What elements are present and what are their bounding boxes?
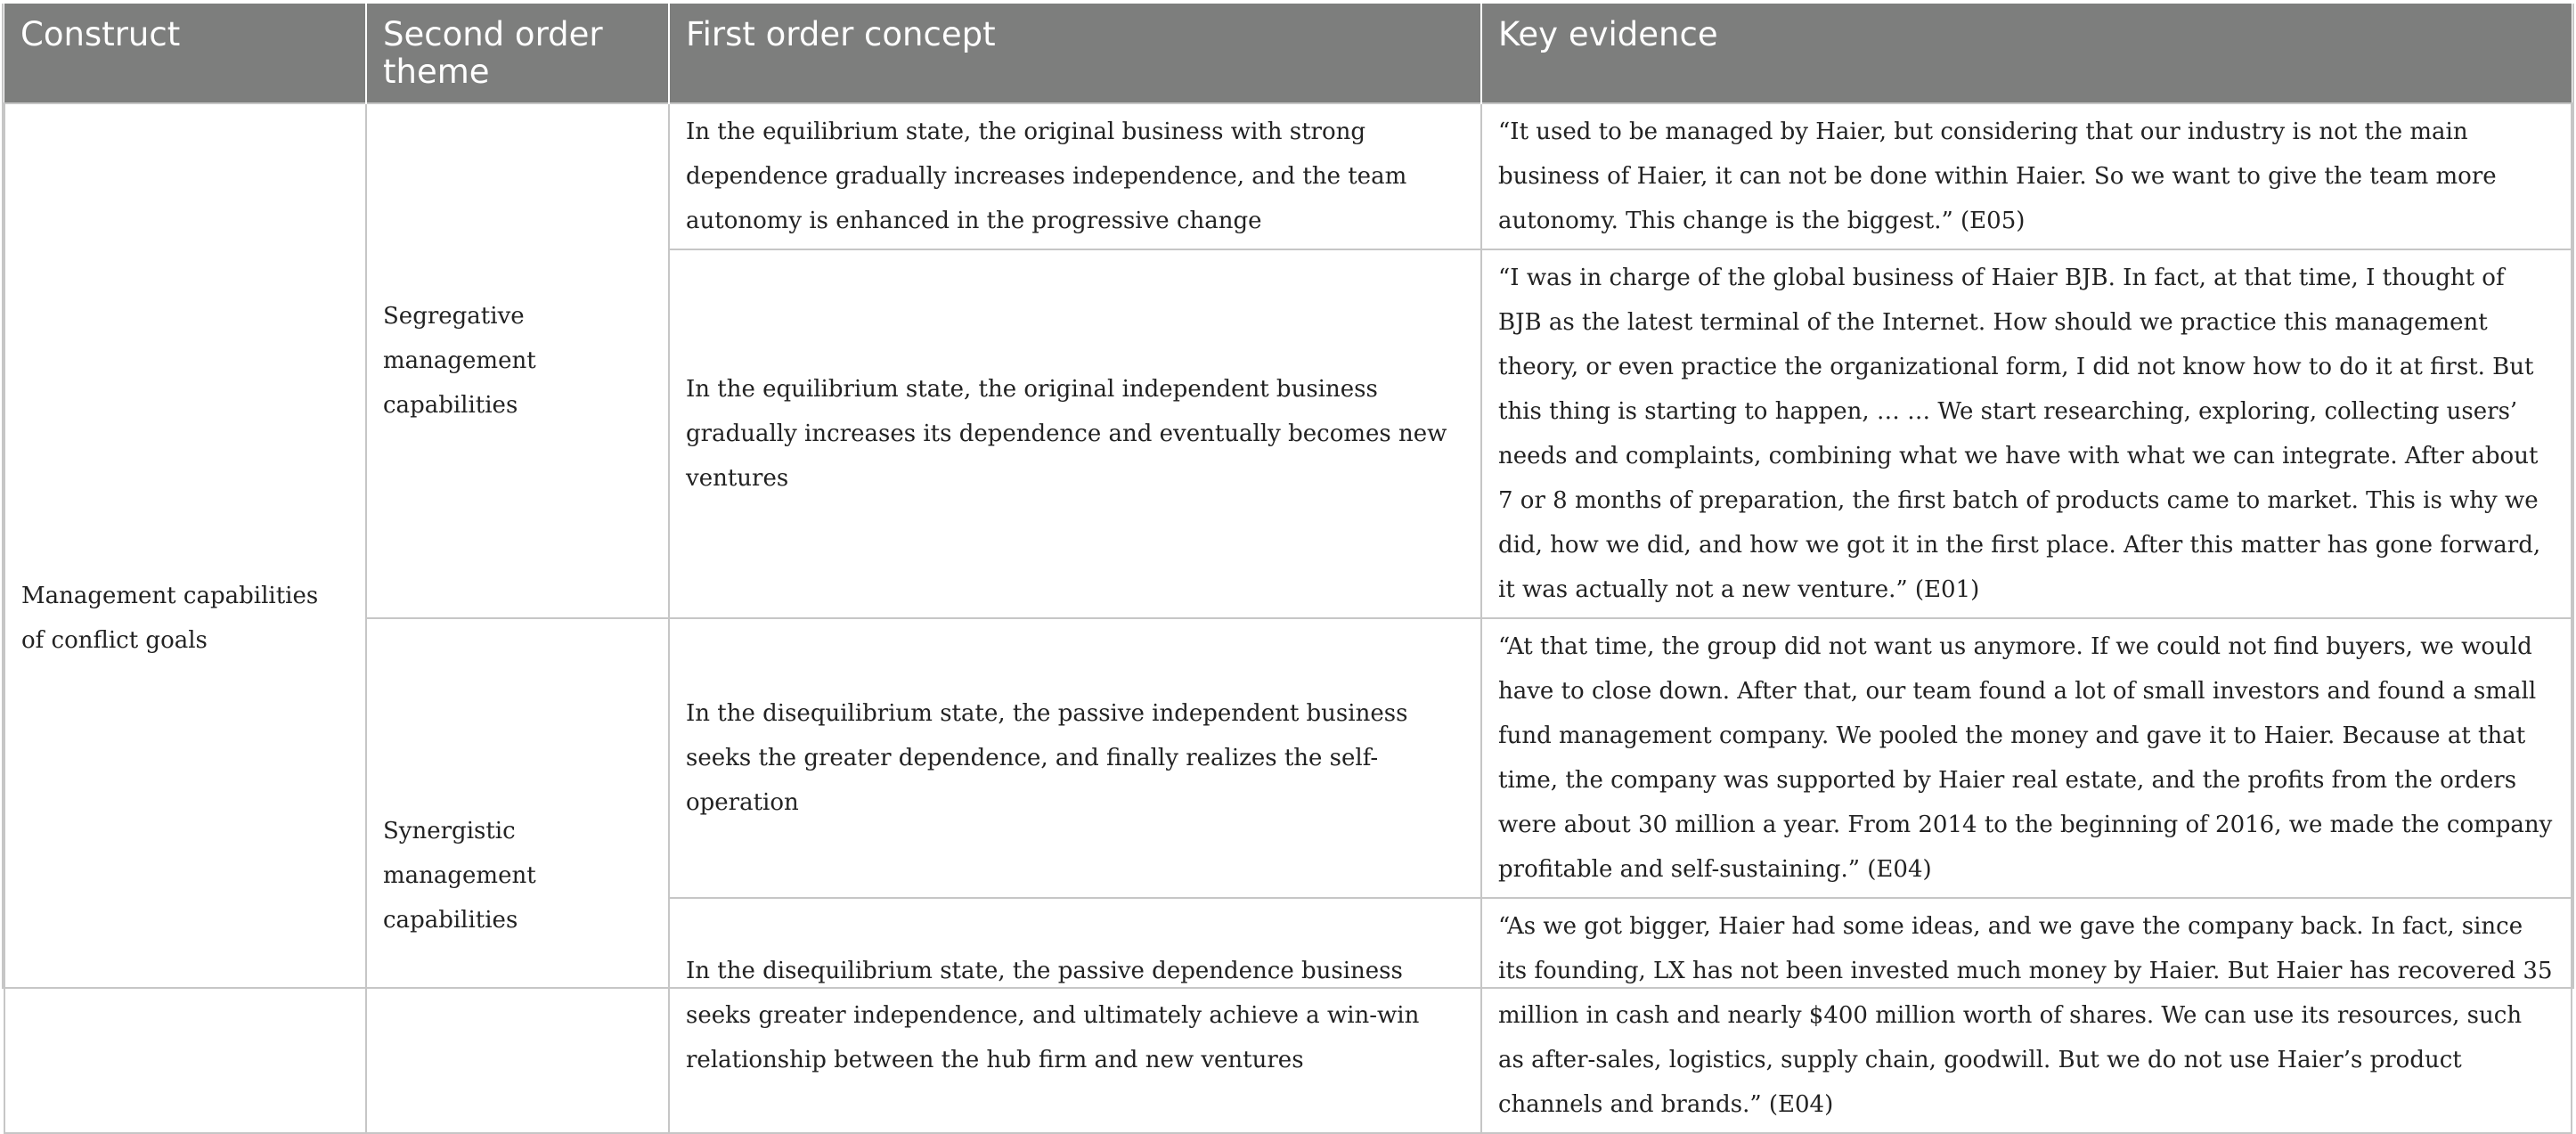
header-first-order-concept: First order concept: [669, 4, 1481, 103]
table-row: [4, 618, 2572, 898]
concept-cell: In the equilibrium state, the original business with strong dependence gradually increases independence, and the team autonomy is enhanced in the progressive change: [669, 103, 1481, 249]
evidence-cell: “It used to be managed by Haier, but considering that our industry is not the main business of Haier, it can not be done within Haier. So we want to give the team more autonomy. This change is the biggest.” (E05): [1481, 103, 2572, 249]
data-table-container: [2, 4, 2574, 1118]
header-second-order-theme: Second order theme: [366, 4, 669, 103]
construct-cell: Management capabilities of conflict goals: [4, 103, 366, 1133]
header-row: [4, 4, 2572, 103]
data-table: [4, 4, 2572, 1134]
theme-cell-segregative: Segregative management capabilities: [366, 103, 669, 618]
evidence-cell: “I was in charge of the global business of Haier BJB. In fact, at that time, I thought of BJB as the latest terminal of the Internet. How should we practice this management theory, or even practice the organizational form, I did not know how to do it at first. But this thing is starting to happen, … … We start researching, exploring, collecting users’ needs and complaints, combining what we have with what we can integrate. After about 7 or 8 months of preparation, the first batch of products came to market. This is why we did, how we did, and how we got it in the first place. After this matter has gone forward, it was actually not a new venture.” (E01): [1481, 249, 2572, 618]
concept-cell: In the disequilibrium state, the passive dependence business seeks greater independence, and ultimately achieve a win-win relationship between the hub firm and new ventures: [669, 898, 1481, 1133]
table-header: [4, 4, 2572, 103]
evidence-cell: “As we got bigger, Haier had some ideas, and we gave the company back. In fact, since its founding, LX has not been invested much money by Haier. But Haier has recovered 35 million in cash and nearly $400 million worth of shares. We can use its resources, such as after-sales, logistics, supply chain, goodwill. But we do not use Haier’s product channels and brands.” (E04): [1481, 898, 2572, 1133]
concept-cell: In the disequilibrium state, the passive independent business seeks the greater dependence, and finally realizes the self-operation: [669, 618, 1481, 898]
table-body: [4, 103, 2572, 1133]
header-construct: Construct: [4, 4, 366, 103]
evidence-cell: “At that time, the group did not want us anymore. If we could not find buyers, we would have to close down. After that, our team found a lot of small investors and found a small fund management company. We pooled the money and gave it to Haier. Because at that time, the company was supported by Haier real estate, and the profits from the orders were about 30 million a year. From 2014 to the beginning of 2016, we made the company profitable and self-sustaining.” (E04): [1481, 618, 2572, 898]
table-row: [4, 103, 2572, 249]
header-key-evidence: Key evidence: [1481, 4, 2572, 103]
concept-cell: In the equilibrium state, the original independent business gradually increases its dependence and eventually becomes new ventures: [669, 249, 1481, 618]
theme-cell-synergistic: Synergistic management capabilities: [366, 618, 669, 1133]
